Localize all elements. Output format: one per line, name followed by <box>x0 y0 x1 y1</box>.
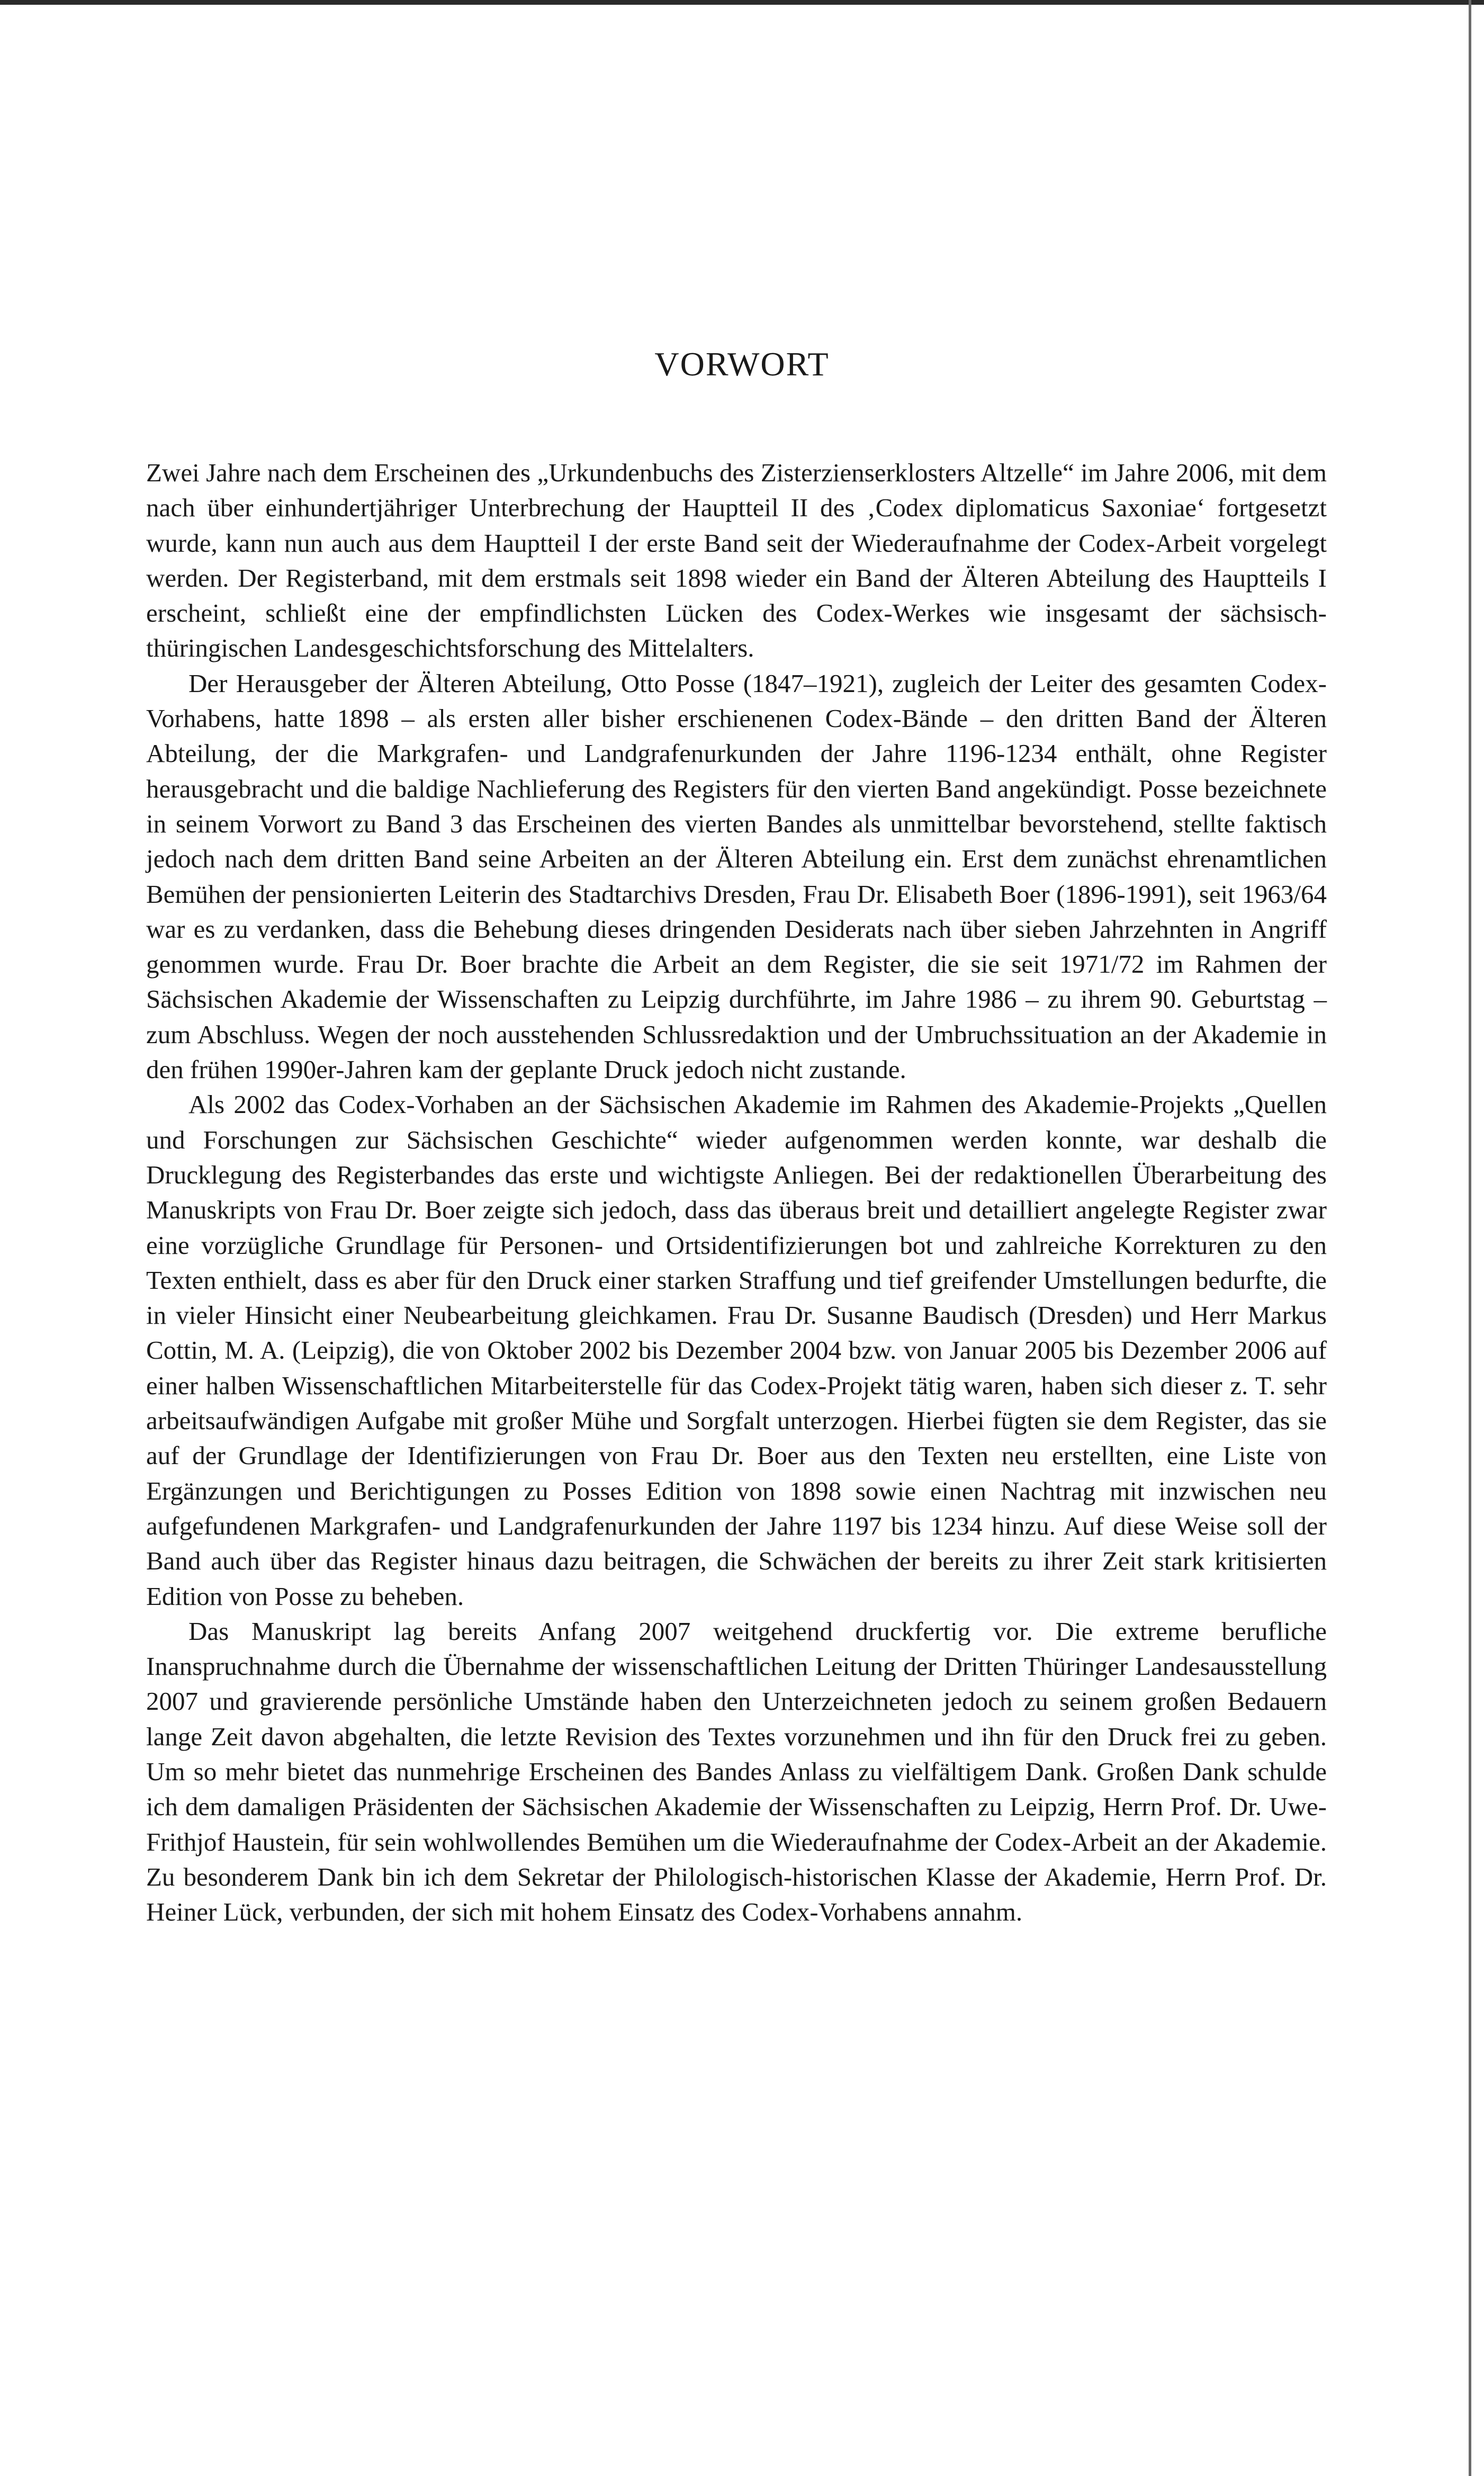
body-text <box>146 455 1327 1930</box>
top-border-rule <box>0 0 1484 5</box>
page-title: VORWORT <box>654 345 830 383</box>
paragraph-4: Das Manuskript lag bereits Anfang 2007 weitgehend druckfertig vor. Die extreme berufliche Inanspruchnahme durch die Übernahme der wissenschaftlichen Leitung der Dritten Thüringer Landesausstellung 2007 und gravierende persönliche Umstände haben den Unterzeichneten jedoch zu seinem großen Bedauern lange Zeit davon abgehalten, die letzte Revision des Textes vorzunehmen und ihn für den Druck frei zu geben. Um so mehr bietet das nunmehrige Erscheinen des Bandes Anlass zu vielfältigem Dank. Großen Dank schulde ich dem damaligen Präsidenten der Sächsischen Akademie der Wissenschaften zu Leipzig, Herrn Prof. Dr. Uwe-Frithjof Haustein, für sein wohlwollendes Bemühen um die Wiederaufnahme der Codex-Arbeit an der Akademie. Zu besonderem Dank bin ich dem Sekretar der Philologisch-historischen Klasse der Akademie, Herrn Prof. Dr. Heiner Lück, verbunden, der sich mit hohem Einsatz des Codex-Vorhabens annahm. <box>146 1616 1327 1927</box>
paragraph-2: Der Herausgeber der Älteren Abteilung, Otto Posse (1847–1921), zugleich der Leiter des gesamten Codex-Vorhabens, hatte 1898 – als ersten aller bisher erschienenen Codex-Bände – den dritten Band der Älteren Abteilung, der die Markgrafen- und Landgrafenurkunden der Jahre 1196-1234 enthält, ohne Register herausgebracht und die baldige Nachlieferung des Registers für den vierten Band angekündigt. Posse bezeichnete in seinem Vorwort zu Band 3 das Erscheinen des vierten Bandes als unmittelbar bevorstehend, stellte faktisch jedoch nach dem dritten Band seine Arbeiten an der Älteren Abteilung ein. Erst dem zunächst ehrenamtlichen Bemühen der pensionierten Leiterin des Stadtarchivs Dresden, Frau Dr. Elisabeth Boer (1896-1991), seit 1963/64 war es zu verdanken, dass die Behebung dieses dringenden Desiderats nach über sieben Jahrzehnten in Angriff genommen wurde. Frau Dr. Boer brachte die Arbeit an dem Register, die sie seit 1971/72 im Rahmen der Sächsischen Akademie der Wissenschaften zu Leipzig durchführte, im Jahre 1986 – zu ihrem 90. Geburtstag – zum Abschluss. Wegen der noch ausstehenden Schlussredaktion und der Umbruchssituation an der Akademie in den frühen 1990er-Jahren kam der geplante Druck jedoch nicht zustande. <box>146 668 1327 1084</box>
paragraph-1: Zwei Jahre nach dem Erscheinen des „Urkundenbuchs des Zisterzienserklosters Altzelle“ im Jahre 2006, mit dem nach über einhundertjähriger Unterbrechung der Hauptteil II des ‚Codex diplomaticus Saxoniae‘ fortgesetzt wurde, kann nun auch aus dem Hauptteil I der erste Band seit der Wiederaufnahme der Codex-Arbeit vorgelegt werden. Der Registerband, mit dem erstmals seit 1898 wieder ein Band der Älteren Abteilung des Hauptteils I erscheint, schließt eine der empfindlichsten Lücken des Codex-Werkes wie insgesamt der sächsisch-thüringischen Landesgeschichtsforschung des Mittelalters. <box>146 458 1327 663</box>
paragraph-3: Als 2002 das Codex-Vorhaben an der Sächsischen Akademie im Rahmen des Akademie-Projekts „Quellen und Forschungen zur Sächsischen Geschichte“ wieder aufgenommen werden konnte, war deshalb die Drucklegung des Registerbandes das erste und wichtigste Anliegen. Bei der redaktionellen Überarbeitung des Manuskripts von Frau Dr. Boer zeigte sich jedoch, dass das überaus breit und detailliert angelegte Register zwar eine vorzügliche Grundlage für Personen- und Ortsidentifizierungen bot und zahlreiche Korrekturen zu den Texten enthielt, dass es aber für den Druck einer starken Straffung und tief greifender Umstellungen bedurfte, die in vieler Hinsicht einer Neubearbeitung gleichkamen. Frau Dr. Susanne Baudisch (Dresden) und Herr Markus Cottin, M. A. (Leipzig), die von Oktober 2002 bis Dezember 2004 bzw. von Januar 2005 bis Dezember 2006 auf einer halben Wissenschaftlichen Mitarbeiterstelle für das Codex-Projekt tätig waren, haben sich dieser z. T. sehr arbeitsaufwändigen Aufgabe mit großer Mühe und Sorgfalt unterzogen. Hierbei fügten sie dem Register, das sie auf der Grundlage der Identifizierungen von Frau Dr. Boer aus den Texten neu erstellten, eine Liste von Ergänzungen und Berichtigungen zu Posses Edition von 1898 sowie einen Nachtrag mit inzwischen neu aufgefundenen Markgrafen- und Landgrafenurkunden der Jahre 1197 bis 1234 hinzu. Auf diese Weise soll der Band auch über das Register hinaus dazu beitragen, die Schwächen der bereits zu ihrer Zeit stark kritisierten Edition von Posse zu beheben. <box>146 1090 1327 1611</box>
